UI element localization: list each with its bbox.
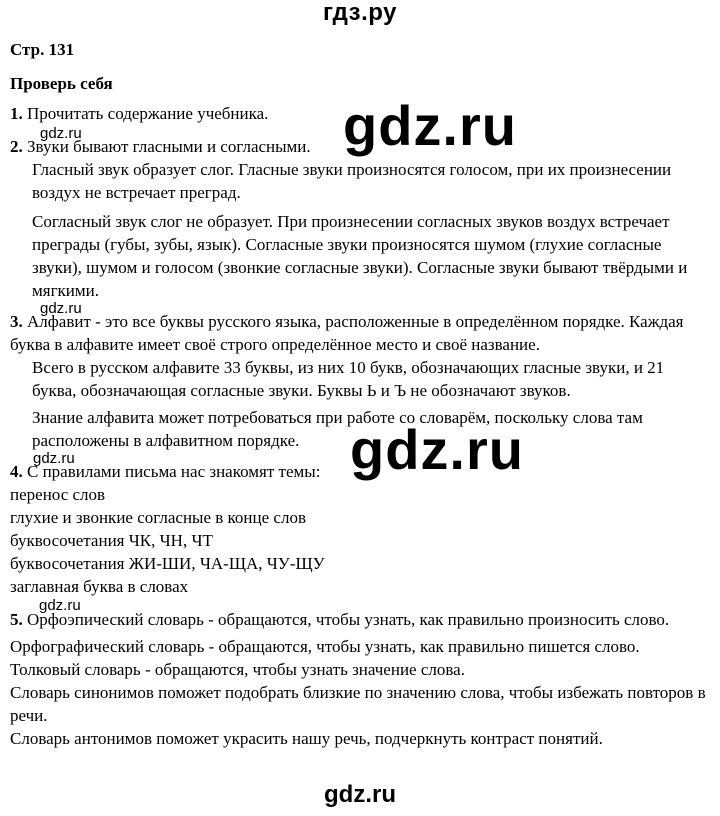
item-5-synonyms: Словарь синонимов поможет подобрать близкие по значению слова, чтобы избежать повторов в речи. (10, 683, 706, 725)
item-5-text: Орфоэпический словарь - обращаются, чтобы узнать, как правильно произносить слово. (22, 610, 670, 629)
item-3-paragraph-count: Всего в русском алфавите 33 буквы, из них 10 букв, обозначающих гласные звуки, и 21 буква, обозначающая согласные звуки. Буквы Ь и Ъ не обозначают звуков. (32, 358, 665, 400)
item-3-paragraph-dictionary: Знание алфавита может потребоваться при работе со словарём, поскольку слова там расположены в алфавитном порядке. (32, 408, 643, 450)
list-item: глухие и звонкие согласные в конце слов (10, 508, 306, 527)
site-footer[interactable]: gdz.ru (324, 781, 396, 808)
item-1-number: 1. (10, 104, 23, 123)
item-2-text: Звуки бывают гласными и согласными. (22, 137, 311, 156)
item-5-number: 5. (10, 610, 23, 629)
watermark-large: gdz.ru (350, 418, 524, 481)
item-2-number: 2. (10, 137, 23, 156)
item-2-paragraph-vowels: Гласный звук образует слог. Гласные звуки произносятся голосом, при их произнесении воздух не встречает преград. (32, 160, 672, 202)
watermark-large: gdz.ru (343, 94, 517, 157)
section-title: Проверь себя (10, 74, 113, 93)
item-4-text: С правилами письма нас знакомят темы: (22, 462, 321, 481)
watermark-small: gdz.ru (39, 597, 81, 614)
item-5-explanatory: Толковый словарь - обращаются, чтобы узнать значение слова. (10, 660, 465, 679)
page-label: Стр. 131 (10, 40, 75, 59)
watermark-small: gdz.ru (40, 300, 82, 317)
item-4-number: 4. (10, 462, 23, 481)
list-item: перенос слов (10, 485, 106, 504)
item-2 (10, 135, 710, 302)
item-5 (10, 608, 710, 750)
item-3-number: 3. (10, 312, 23, 331)
item-5-antonyms: Словарь антонимов поможет украсить нашу речь, подчеркнуть контраст понятий. (10, 729, 603, 748)
item-5-orthographic: Орфографический словарь - обращаются, чтобы узнать, как правильно пишется слово. (10, 637, 640, 656)
site-header[interactable]: гдз.ру (323, 0, 397, 26)
item-1-text: Прочитать содержание учебника. (22, 104, 269, 123)
item-3-text: Алфавит - это все буквы русского языка, расположенные в определённом порядке. Каждая буква в алфавите имеет своё строго определённое место и своё название. (10, 312, 684, 354)
item-2-paragraph-consonants: Согласный звук слог не образует. При произнесении согласных звуков воздух встречает преграды (губы, зубы, язык). Согласные звуки произносятся шумом (глухие согласные звуки), шумом и голосом (звонкие согласные звуки). Согласные звуки бывают твёрдыми и мягкими. (32, 212, 688, 300)
list-item: заглавная буква в словах (10, 577, 189, 596)
list-item: буквосочетания ЧК, ЧН, ЧТ (10, 531, 213, 550)
watermark-small: gdz.ru (33, 450, 75, 467)
list-item: буквосочетания ЖИ-ШИ, ЧА-ЩА, ЧУ-ЩУ (10, 554, 325, 573)
watermark-small: gdz.ru (40, 125, 82, 142)
